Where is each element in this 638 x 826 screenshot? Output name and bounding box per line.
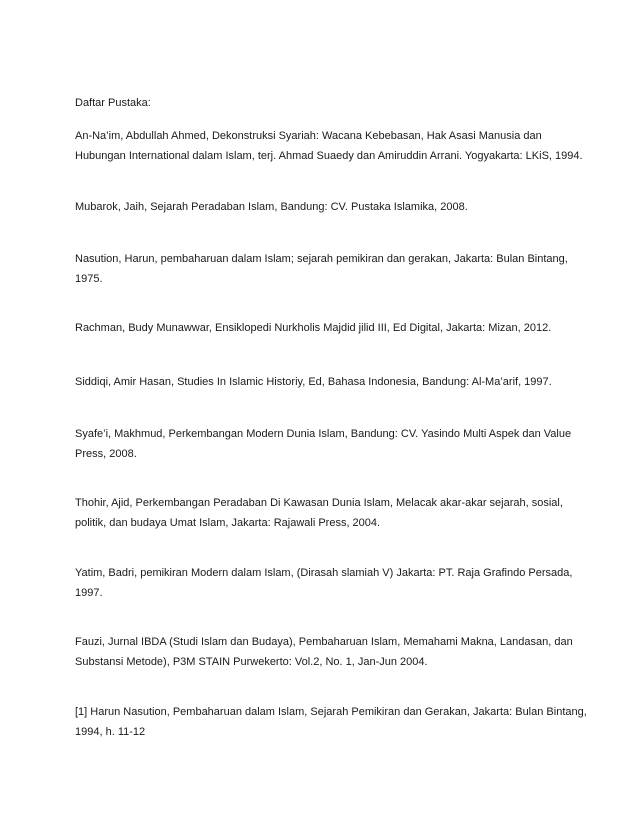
reference-entry xyxy=(75,702,587,742)
reference-line: 1994, h. 11-12 xyxy=(75,726,146,738)
reference-line: Yatim, Badri, pemikiran Modern dalam Islam, (Dirasah slamiah V) Jakarta: PT. Raja Grafindo Persada, xyxy=(75,567,573,579)
reference-line: Hubungan International dalam Islam, terj. Ahmad Suaedy dan Amiruddin Arrani. Yogyakarta: LKiS, 1994. xyxy=(75,150,583,162)
reference-line: [1] Harun Nasution, Pembaharuan dalam Islam, Sejarah Pemikiran dan Gerakan, Jakarta: Bulan Bintang, xyxy=(75,706,587,718)
reference-line: An-Na’im, Abdullah Ahmed, Dekonstruksi Syariah: Wacana Kebebasan, Hak Asasi Manusia dan xyxy=(75,130,542,142)
reference-entry xyxy=(75,249,575,289)
reference-entry xyxy=(75,126,583,166)
reference-line: Siddiqi, Amir Hasan, Studies In Islamic Historiy, Ed, Bahasa Indonesia, Bandung: Al-Ma’arif, 1997. xyxy=(75,376,552,388)
reference-line: Mubarok, Jaih, Sejarah Peradaban Islam, Bandung: CV. Pustaka Islamika, 2008. xyxy=(75,201,468,213)
bibliography-heading: Daftar Pustaka: xyxy=(75,97,151,109)
reference-line: 1975. xyxy=(75,273,103,285)
reference-line: 1997. xyxy=(75,587,103,599)
reference-line: Substansi Metode), P3M STAIN Purwekerto: Vol.2, No. 1, Jan-Jun 2004. xyxy=(75,656,428,668)
reference-entry xyxy=(75,318,575,338)
reference-line: Press, 2008. xyxy=(75,448,137,460)
reference-line: Syafe’i, Makhmud, Perkembangan Modern Dunia Islam, Bandung: CV. Yasindo Multi Aspek dan Value xyxy=(75,428,572,440)
reference-line: Rachman, Budy Munawwar, Ensiklopedi Nurkholis Majdid jilid III, Ed Digital, Jakarta: Mizan, 2012. xyxy=(75,322,552,334)
reference-entry xyxy=(75,197,575,217)
reference-entry xyxy=(75,563,575,603)
reference-line: Fauzi, Jurnal IBDA (Studi Islam dan Budaya), Pembaharuan Islam, Memahami Makna, Landasan, dan xyxy=(75,636,573,648)
reference-entry xyxy=(75,493,575,533)
reference-entry xyxy=(75,632,575,672)
reference-entry xyxy=(75,372,575,392)
reference-line: Thohir, Ajid, Perkembangan Peradaban Di Kawasan Dunia Islam, Melacak akar-akar sejarah, sosial, xyxy=(75,497,563,509)
reference-line: politik, dan budaya Umat Islam, Jakarta: Rajawali Press, 2004. xyxy=(75,517,381,529)
reference-entry xyxy=(75,424,575,464)
reference-line: Nasution, Harun, pembaharuan dalam Islam; sejarah pemikiran dan gerakan, Jakarta: Bulan Bintang, xyxy=(75,253,568,265)
